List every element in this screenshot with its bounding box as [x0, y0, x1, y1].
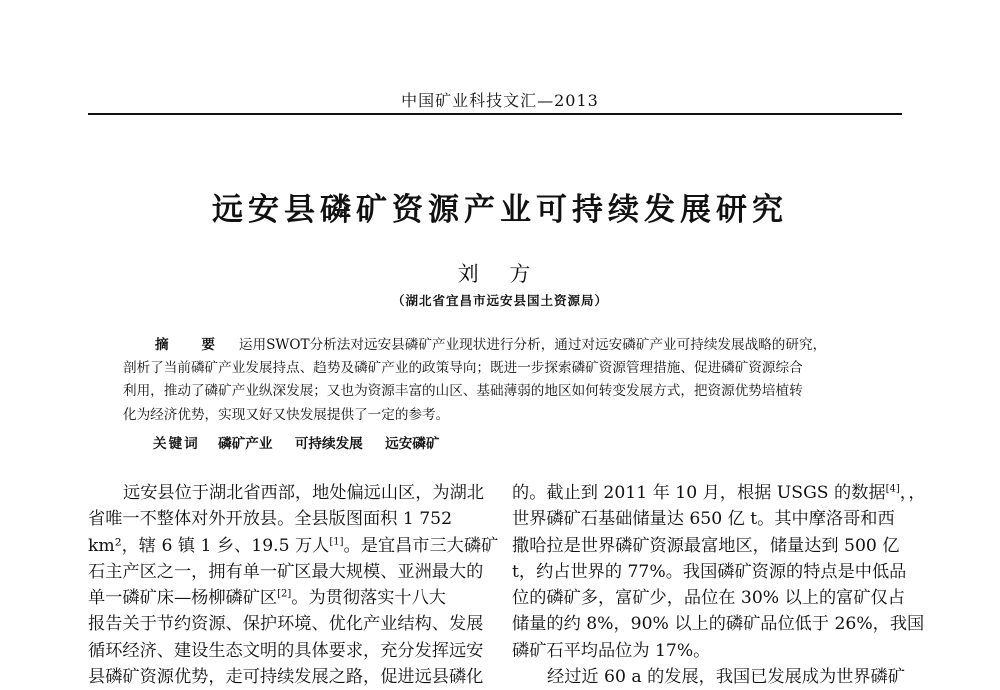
body-line: 县磷矿资源优势，走可持续发展之路，促进远县磷化 [88, 667, 484, 688]
body-line: 位的磷矿多，富矿少，品位在 30% 以上的富矿仅占 [512, 588, 905, 609]
body-line: 的。截止到 2011 年 10 月，根据 USGS 的数据[4]，， [512, 483, 926, 503]
body-line: 磷矿石平均品位为 17%。 [512, 640, 711, 661]
abstract-label: 摘 要 [155, 337, 229, 353]
body-line: 循环经济、建设生态文明的具体要求，充分发挥远安 [88, 640, 484, 661]
body-line: km²，辖 6 镇 1 乡、19.5 万人[1]。是宜昌市三大磷矿 [88, 535, 499, 556]
body-line: 报告关于节约资源、保护环境、优化产业结构、发展 [88, 614, 484, 635]
body-line: 省唯一不整体对外开放县。全县版图面积 1 752 [88, 509, 453, 530]
keywords-line [153, 432, 457, 452]
body-line: 单一磷矿床—杨柳磷矿区[2]。为贯彻落实十八大 [88, 588, 446, 609]
citation-ref: [4] [885, 483, 900, 495]
keywords-label: 关键词 [153, 436, 200, 452]
citation-ref: [1] [329, 535, 344, 547]
keyword: 磷矿产业 [218, 436, 273, 452]
abstract-text: 运用SWOT分析法对远安县磷矿产业现状进行分析，通过对远安磷矿产业可持续发展战略的研究， [238, 337, 827, 353]
body-line: 远安县位于湖北省西部，地处偏远山区，为湖北 [123, 483, 484, 503]
keyword: 远安磷矿 [385, 436, 440, 452]
abstract-block [123, 334, 867, 427]
body-column-left [88, 480, 499, 690]
body-line: 石主产区之一，拥有单一矿区最大规模、亚洲最大的 [88, 561, 484, 582]
running-head: 中国矿业科技文汇—2013 [401, 91, 599, 110]
author-affiliation: （湖北省宜昌市远安县国土资源局） [391, 293, 608, 308]
paper-title: 远安县磷矿资源产业可持续发展研究 [212, 192, 788, 228]
body-line: t，约占世界的 77%。我国磷矿资源的特点是中低品 [512, 561, 907, 582]
author-name: 刘 方 [457, 262, 543, 286]
body-line: 世界磷矿石基础储量达 650 亿 t。其中摩洛哥和西 [512, 509, 895, 530]
body-line: 撒哈拉是世界磷矿资源最富地区，储量达到 500 亿 [512, 535, 900, 556]
citation-ref: [2] [277, 588, 292, 600]
abstract-line: 利用，推动了磷矿产业纵深发展；又也为资源丰富的山区、基础薄弱的地区如何转变发展方式，把资源优势培植转 [123, 383, 803, 400]
abstract-line: 化为经济优势，实现又好又快发展提供了一定的参考。 [123, 406, 450, 423]
body-line: 经过近 60 a 的发展，我国已发展成为世界磷矿 [547, 667, 905, 688]
header-rule [88, 113, 902, 115]
abstract-line [123, 334, 867, 357]
keyword: 可持续发展 [294, 436, 363, 452]
body-line: 储量的约 8%，90% 以上的磷矿品位低于 26%，我国 [512, 614, 925, 635]
abstract-line: 剖析了当前磷矿产业发展持点、趋势及磷矿产业的政策导向；既进一步探索磷矿资源管理措施、促进磷矿资源综合 [123, 360, 803, 377]
body-column-right [512, 480, 926, 690]
